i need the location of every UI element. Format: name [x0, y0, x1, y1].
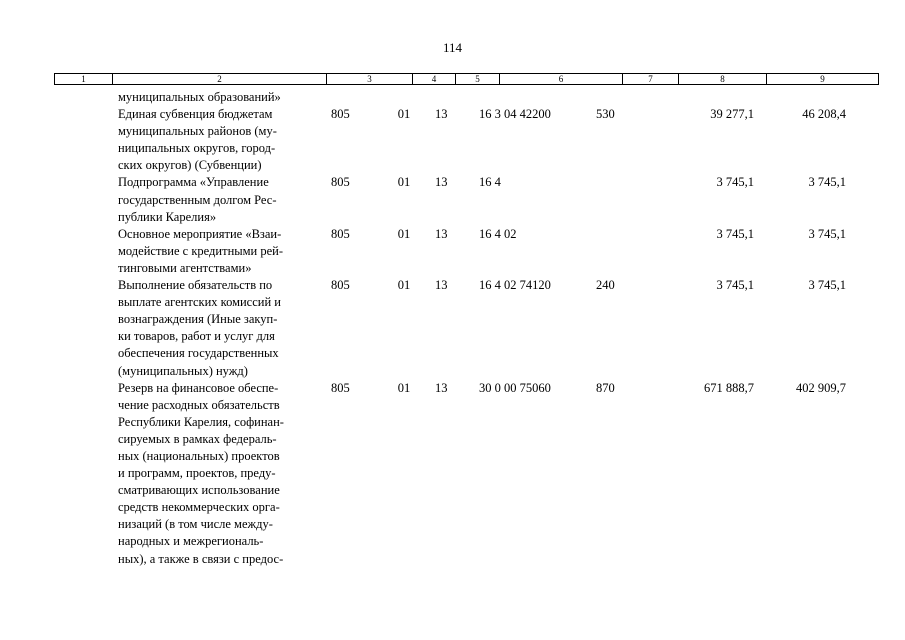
- row-amount-1: 3 745,1: [716, 278, 754, 293]
- row-expense-type: 870: [596, 380, 615, 395]
- table-body: [0, 89, 905, 568]
- row-ministry-code: 805: [331, 278, 350, 293]
- row-subsection: 13: [435, 107, 448, 122]
- header-col-1: 1: [55, 74, 113, 84]
- row-subsection: 13: [435, 175, 448, 190]
- header-col-4: 4: [413, 74, 456, 84]
- row-target-article: 16 4: [479, 175, 501, 190]
- row-amount-1: 671 888,7: [704, 380, 754, 395]
- row-section: 01: [397, 107, 411, 122]
- row-name: Выполнение обязательств по выплате агентских комиссий и вознаграждения (Иные закуп- ки товаров, работ и услуг для обеспечения государственных (муниципальных) нужд): [118, 278, 281, 378]
- row-target-article: 16 4 02 74120: [479, 278, 551, 293]
- row-ministry-code: 805: [331, 107, 350, 122]
- row-name: Резерв на финансовое обеспе- чение расходных обязательств Республики Карелия, софинан- сируемых в рамках федераль- ных (национальных) проектов и программ, проектов, преду- сматривающих использование средств некоммерческих орга- низаций (в том числе между- народных и межрегиональ- ных), а также в связи с предос-: [118, 380, 284, 566]
- table-header: [54, 73, 879, 85]
- row-amount-1: 3 745,1: [716, 226, 754, 241]
- row-amount-2: 3 745,1: [808, 175, 846, 190]
- table-row: [0, 106, 905, 174]
- row-subsection: 13: [435, 226, 448, 241]
- row-ministry-code: 805: [331, 175, 350, 190]
- header-col-8: 8: [679, 74, 767, 84]
- row-subsection: 13: [435, 278, 448, 293]
- row-section: 01: [397, 226, 411, 241]
- row-section: 01: [397, 278, 411, 293]
- table-row: [0, 174, 905, 225]
- header-col-5: 5: [456, 74, 500, 84]
- row-target-article: 16 4 02: [479, 226, 517, 241]
- row-amount-2: 3 745,1: [808, 278, 846, 293]
- header-col-6: 6: [500, 74, 623, 84]
- row-amount-2: 402 909,7: [796, 380, 846, 395]
- page-number: 114: [442, 40, 463, 55]
- table-row: [0, 89, 905, 106]
- row-name: муниципальных образований»: [118, 90, 281, 104]
- row-name: Основное мероприятие «Взаи- модействие с кредитными рей- тинговыми агентствами»: [118, 226, 284, 275]
- row-target-article: 30 0 00 75060: [479, 380, 551, 395]
- header-col-3: 3: [327, 74, 413, 84]
- row-section: 01: [397, 380, 411, 395]
- table-row: [0, 226, 905, 277]
- header-col-7: 7: [623, 74, 679, 84]
- row-expense-type: 240: [596, 278, 615, 293]
- header-col-2: 2: [113, 74, 327, 84]
- row-amount-2: 46 208,4: [802, 107, 846, 122]
- row-amount-1: 3 745,1: [716, 175, 754, 190]
- row-ministry-code: 805: [331, 380, 350, 395]
- row-section: 01: [397, 175, 411, 190]
- row-amount-1: 39 277,1: [710, 107, 754, 122]
- row-ministry-code: 805: [331, 226, 350, 241]
- header-col-9: 9: [820, 74, 825, 84]
- row-amount-2: 3 745,1: [808, 226, 846, 241]
- row-name: Единая субвенция бюджетам муниципальных районов (му- ниципальных округов, город- ских округов) (Субвенции): [118, 107, 277, 173]
- row-expense-type: 530: [596, 107, 615, 122]
- row-subsection: 13: [435, 380, 448, 395]
- table-row: [0, 380, 905, 568]
- row-name: Подпрограмма «Управление государственным долгом Рес- публики Карелия»: [118, 175, 277, 224]
- row-target-article: 16 3 04 42200: [479, 107, 551, 122]
- table-row: [0, 277, 905, 380]
